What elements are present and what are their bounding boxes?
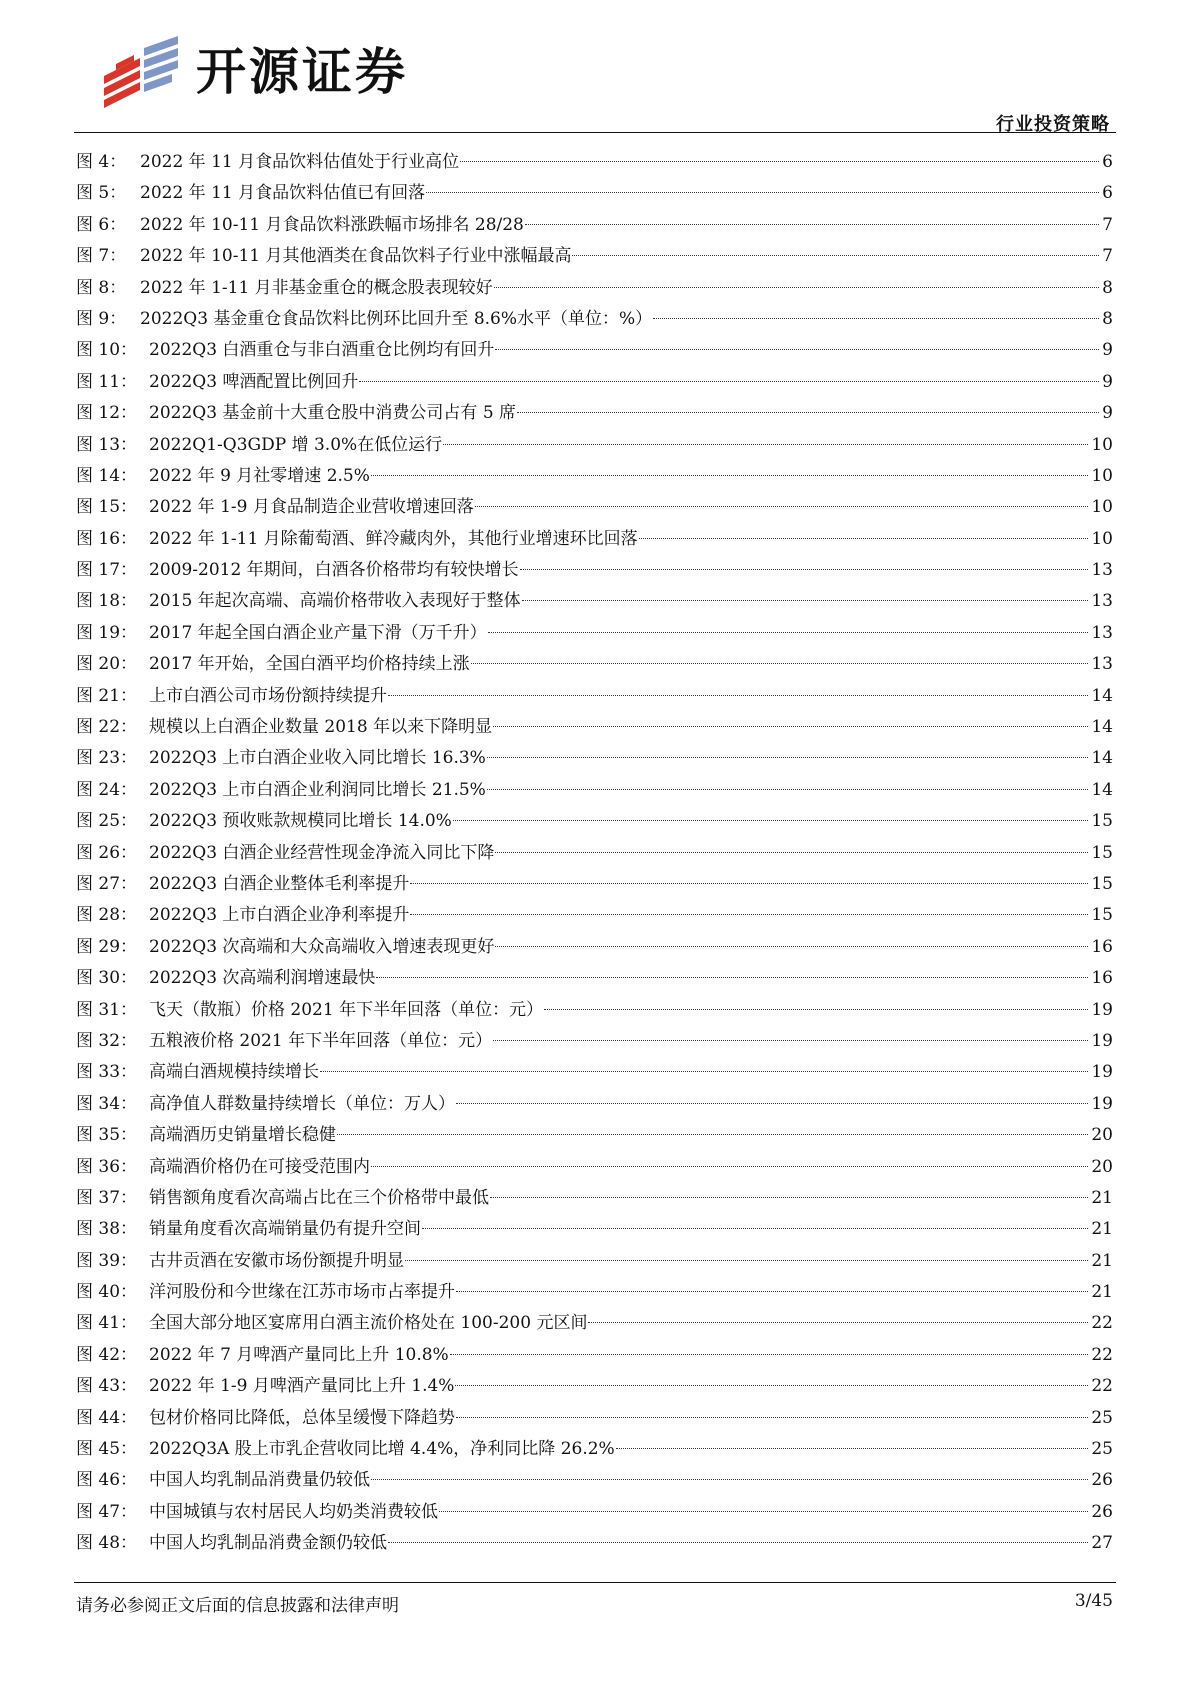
toc-entry-page[interactable]: 13 [1091,654,1113,675]
toc-dot-leader [616,1448,1089,1449]
toc-entry-label: 图 4： [76,152,127,172]
toc-entry-label: 图 24： [76,779,138,800]
toc-entry-page[interactable]: 10 [1091,497,1113,518]
toc-entry-label: 图 19： [76,622,138,643]
toc-entry-page[interactable]: 16 [1091,968,1113,989]
toc-entry-title[interactable]: 2017 年起全国白酒企业产量下滑（万千升） [149,622,487,643]
toc-dot-leader [493,726,1088,727]
toc-entry-title[interactable]: 高净值人群数量持续增长（单位：万人） [149,1093,455,1114]
toc-entry-page[interactable]: 20 [1091,1125,1113,1146]
toc-entry[interactable] [76,1089,1113,1120]
toc-dot-leader [588,1322,1088,1323]
toc-dot-leader [455,1385,1088,1386]
toc-entry-title[interactable]: 2022Q3 上市白酒企业利润同比增长 21.5% [149,779,486,800]
toc-dot-leader [495,852,1088,853]
toc-dot-leader [359,381,1099,382]
footer-divider [74,1582,1116,1583]
toc-entry-title[interactable]: 2022 年 9 月社零增速 2.5% [149,465,370,486]
toc-dot-leader [494,287,1100,288]
toc-entry[interactable] [76,1497,1113,1528]
toc-entry-page[interactable]: 14 [1091,779,1113,800]
toc-entry[interactable] [76,1434,1113,1465]
toc-entry[interactable] [76,335,1113,366]
toc-entry-label: 图 18： [76,591,138,612]
toc-entry-label: 图 42： [76,1344,138,1365]
toc-entry-label: 图 32： [76,1030,138,1051]
toc-dot-leader [517,412,1099,413]
company-logo [100,36,408,108]
toc-entry[interactable] [76,1308,1113,1339]
toc-entry-title[interactable]: 古井贡酒在安徽市场份额提升明显 [149,1250,404,1271]
toc-entry-label: 图 35： [76,1125,138,1146]
toc-entry[interactable] [76,586,1113,617]
toc-entry[interactable] [76,524,1113,555]
toc-entry-title[interactable]: 2022 年 1-11 月除葡萄酒、鲜冷藏肉外，其他行业增速环比回落 [149,528,638,549]
toc-dot-leader [337,1134,1088,1135]
toc-dot-leader [572,255,1099,256]
toc-entry[interactable] [76,210,1113,241]
toc-entry-label: 图 9： [76,308,127,329]
toc-entry[interactable] [76,555,1113,586]
toc-dot-leader [456,1417,1088,1418]
document-type: 行业投资策略 [996,114,1110,135]
toc-entry[interactable] [76,743,1113,774]
toc-entry-title[interactable]: 2022 年 10-11 月其他酒类在食品饮料子行业中涨幅最高 [140,246,572,267]
toc-entry-title[interactable]: 2022Q3A 股上市乳企营收同比增 4.4%，净利同比降 26.2% [149,1439,615,1460]
toc-entry-label: 图 31： [76,999,138,1020]
toc-entry-page[interactable]: 19 [1091,1062,1113,1083]
toc-entry-title[interactable]: 2022Q3 基金前十大重仓股中消费公司占有 5 席 [149,403,517,424]
toc-entry-title[interactable]: 全国大部分地区宴席用白酒主流价格处在 100-200 元区间 [149,1313,588,1334]
toc-entry-page[interactable]: 13 [1091,591,1113,612]
toc-entry[interactable] [76,241,1113,272]
toc-entry-page[interactable]: 25 [1091,1407,1113,1428]
toc-entry-label: 图 47： [76,1501,138,1522]
toc-entry[interactable] [76,806,1113,837]
toc-entry-title[interactable]: 2022Q3 白酒企业整体毛利率提升 [149,873,410,894]
toc-entry-title[interactable]: 2022Q3 白酒重仓与非白酒重仓比例均有回升 [149,340,495,361]
toc-dot-leader [443,444,1088,445]
toc-entry-page[interactable]: 8 [1102,277,1113,298]
header-divider [74,132,1116,133]
toc-dot-leader [371,1479,1088,1480]
toc-dot-leader [487,757,1089,758]
toc-entry-page[interactable]: 19 [1091,999,1113,1020]
page-number: 3/45 [1074,1591,1113,1611]
toc-entry-page[interactable]: 21 [1091,1219,1113,1240]
toc-entry[interactable] [76,1340,1113,1371]
toc-entry-page[interactable]: 14 [1091,717,1113,738]
toc-entry-title[interactable]: 2022Q3 次高端和大众高端收入增速表现更好 [149,936,495,957]
toc-entry-title[interactable]: 2017 年开始，全国白酒平均价格持续上涨 [149,654,470,675]
toc-entry[interactable] [76,178,1113,209]
toc-entry-label: 图 6： [76,214,127,235]
toc-entry-page[interactable]: 26 [1091,1470,1113,1491]
toc-entry-label: 图 29： [76,936,138,957]
toc-dot-leader [522,600,1089,601]
toc-entry-label: 图 17： [76,560,138,581]
toc-dot-leader [490,1197,1088,1198]
toc-entry[interactable] [76,963,1113,994]
toc-entry-label: 图 28： [76,905,138,926]
toc-dot-leader [456,1291,1088,1292]
toc-entry-title[interactable]: 规模以上白酒企业数量 2018 年以来下降明显 [149,717,493,738]
toc-entry-label: 图 34： [76,1093,138,1114]
toc-entry-label: 图 27： [76,873,138,894]
toc-entry-label: 图 23： [76,748,138,769]
toc-dot-leader [495,349,1099,350]
toc-entry-label: 图 33： [76,1062,138,1083]
toc-entry-title[interactable]: 2022Q3 白酒企业经营性现金净流入同比下降 [149,842,495,863]
toc-entry-page[interactable]: 9 [1102,403,1113,424]
toc-entry-title[interactable]: 2015 年起次高端、高端价格带收入表现好于整体 [149,591,521,612]
toc-entry-page[interactable]: 14 [1091,748,1113,769]
toc-dot-leader [487,789,1089,790]
toc-entry[interactable] [76,618,1113,649]
toc-entry-title[interactable]: 销量角度看次高端销量仍有提升空间 [149,1219,421,1240]
toc-dot-leader [639,538,1089,539]
toc-dot-leader [460,161,1099,162]
toc-entry[interactable] [76,273,1113,304]
toc-dot-leader [653,318,1099,319]
toc-entry-page[interactable]: 14 [1091,685,1113,706]
toc-entry[interactable] [76,900,1113,931]
toc-entry-title[interactable]: 中国城镇与农村居民人均奶类消费较低 [149,1501,438,1522]
toc-entry-label: 图 43： [76,1376,138,1397]
toc-entry[interactable] [76,304,1113,335]
toc-entry[interactable] [76,649,1113,680]
toc-entry[interactable] [76,1371,1113,1402]
toc-entry-title[interactable]: 2022Q1-Q3GDP 增 3.0%在低位运行 [149,434,443,455]
toc-entry-title[interactable]: 2022Q3 预收账款规模同比增长 14.0% [149,811,452,832]
toc-entry[interactable] [76,1120,1113,1151]
toc-dot-leader [371,475,1088,476]
toc-entry-page[interactable]: 8 [1102,308,1113,329]
toc-dot-leader [493,1040,1088,1041]
toc-entry-label: 图 20： [76,654,138,675]
toc-entry[interactable] [76,712,1113,743]
toc-entry-title[interactable]: 五粮液价格 2021 年下半年回落（单位：元） [149,1030,493,1051]
toc-entry-label: 图 26： [76,842,138,863]
toc-dot-leader [456,1103,1088,1104]
toc-entry-page[interactable]: 10 [1091,528,1113,549]
toc-entry[interactable] [76,430,1113,461]
toc-entry-label: 图 46： [76,1470,138,1491]
toc-entry-page[interactable]: 15 [1091,842,1113,863]
toc-dot-leader [320,1071,1088,1072]
toc-entry-page[interactable]: 19 [1091,1093,1113,1114]
toc-dot-leader [439,1511,1088,1512]
toc-entry-label: 图 5： [76,183,127,204]
company-logo-icon [100,36,180,108]
toc-entry-page[interactable]: 21 [1091,1250,1113,1271]
toc-entry-title[interactable]: 销售额角度看次高端占比在三个价格带中最低 [149,1187,489,1208]
toc-entry-label: 图 15： [76,497,138,518]
toc-entry-title[interactable]: 包材价格同比降低，总体呈缓慢下降趋势 [149,1407,455,1428]
toc-entry[interactable] [76,1465,1113,1496]
toc-entry-title[interactable]: 洋河股份和今世缘在江苏市场市占率提升 [149,1282,455,1303]
toc-entry[interactable] [76,1403,1113,1434]
toc-entry[interactable] [76,398,1113,429]
toc-entry-title[interactable]: 2022 年 1-9 月啤酒产量同比上升 1.4% [149,1376,455,1397]
toc-entry-label: 图 30： [76,968,138,989]
toc-entry-page[interactable]: 6 [1102,183,1113,204]
toc-entry-title[interactable]: 2022 年 11 月食品饮料估值处于行业高位 [140,152,460,172]
toc-entry-page[interactable]: 7 [1102,214,1113,235]
toc-entry[interactable] [76,1183,1113,1214]
toc-dot-leader [422,1228,1088,1229]
toc-entry[interactable] [76,1277,1113,1308]
toc-entry[interactable] [76,869,1113,900]
toc-dot-leader [488,632,1089,633]
toc-entry-page[interactable]: 13 [1091,622,1113,643]
toc-entry-page[interactable]: 10 [1091,434,1113,455]
toc-entry-title[interactable]: 高端酒历史销量增长稳健 [149,1125,336,1146]
toc-dot-leader [376,977,1088,978]
toc-entry-label: 图 10： [76,340,138,361]
toc-dot-leader [410,883,1088,884]
toc-dot-leader [471,663,1089,664]
toc-entry-label: 图 8： [76,277,127,298]
toc-entry-title[interactable]: 2022Q3 上市白酒企业净利率提升 [149,905,410,926]
toc-entry-label: 图 25： [76,811,138,832]
toc-entry-page[interactable]: 9 [1102,371,1113,392]
toc-entry-label: 图 21： [76,685,138,706]
toc-entry-page[interactable]: 6 [1102,152,1113,172]
toc-entry[interactable] [76,1026,1113,1057]
toc-entry-page[interactable]: 9 [1102,340,1113,361]
toc-entry-page[interactable]: 15 [1091,873,1113,894]
toc-entry-label: 图 11： [76,371,138,392]
toc-entry-page[interactable]: 27 [1091,1533,1113,1554]
toc-entry-label: 图 16： [76,528,138,549]
toc-entry[interactable] [76,1057,1113,1088]
toc-entry[interactable] [76,681,1113,712]
toc-dot-leader [544,1009,1088,1010]
toc-entry-page[interactable]: 19 [1091,1030,1113,1051]
toc-entry-page[interactable]: 10 [1091,465,1113,486]
toc-entry-label: 图 13： [76,434,138,455]
toc-dot-leader [520,569,1089,570]
toc-entry-label: 图 22： [76,717,138,738]
toc-dot-leader [495,946,1088,947]
toc-entry-label: 图 38： [76,1219,138,1240]
toc-dot-leader [453,820,1089,821]
toc-entry-label: 图 41： [76,1313,138,1334]
footer-disclaimer: 请务必参阅正文后面的信息披露和法律声明 [76,1596,399,1616]
toc-entry-title[interactable]: 中国人均乳制品消费金额仍较低 [149,1533,387,1554]
toc-entry-title[interactable]: 2022Q3 上市白酒企业收入同比增长 16.3% [149,748,486,769]
toc-entry[interactable] [76,461,1113,492]
toc-dot-leader [371,1166,1088,1167]
toc-entry-title[interactable]: 2022Q3 次高端利润增速最快 [149,968,376,989]
toc-entry-title[interactable]: 2009-2012 年期间，白酒各价格带均有较快增长 [149,560,519,581]
toc-entry-title[interactable]: 高端酒价格仍在可接受范围内 [149,1156,370,1177]
toc-entry-page[interactable]: 21 [1091,1187,1113,1208]
toc-dot-leader [410,914,1088,915]
toc-dot-leader [405,1260,1088,1261]
toc-entry-title[interactable]: 飞天（散瓶）价格 2021 年下半年回落（单位：元） [149,999,544,1020]
toc-entry-page[interactable]: 22 [1091,1313,1113,1334]
toc-entry-title[interactable]: 2022 年 11 月食品饮料估值已有回落 [140,183,426,204]
toc-entry-label: 图 14： [76,465,138,486]
toc-entry[interactable] [76,838,1113,869]
toc-entry-label: 图 12： [76,403,138,424]
toc-entry-label: 图 45： [76,1439,138,1460]
toc-entry-page[interactable]: 15 [1091,811,1113,832]
toc-entry-page[interactable]: 15 [1091,905,1113,926]
toc-entry[interactable] [76,367,1113,398]
toc-entry-title[interactable]: 中国人均乳制品消费量仍较低 [149,1470,370,1491]
toc-entry-page[interactable]: 22 [1091,1344,1113,1365]
company-name: 开源证券 [196,43,408,101]
toc-entry-page[interactable]: 20 [1091,1156,1113,1177]
toc-dot-leader [525,224,1099,225]
toc-entry-page[interactable]: 22 [1091,1376,1113,1397]
toc-dot-leader [475,506,1089,507]
toc-dot-leader [450,1354,1089,1355]
toc-entry-title[interactable]: 2022Q3 啤酒配置比例回升 [149,371,359,392]
toc-entry-title[interactable]: 2022Q3 基金重仓食品饮料比例环比回升至 8.6%水平（单位：%） [140,308,653,329]
toc-entry-label: 图 39： [76,1250,138,1271]
toc-entry-title[interactable]: 2022 年 1-11 月非基金重仓的概念股表现较好 [140,277,493,298]
toc-entry[interactable] [76,1152,1113,1183]
toc-entry[interactable] [76,932,1113,963]
toc-entry-page[interactable]: 7 [1102,246,1113,267]
toc-entry-title[interactable]: 2022 年 10-11 月食品饮料涨跌幅市场排名 28/28 [140,214,524,235]
toc-entry-title[interactable]: 高端白酒规模持续增长 [149,1062,319,1083]
toc-entry-title[interactable]: 2022 年 1-9 月食品制造企业营收增速回落 [149,497,474,518]
toc-entry[interactable] [76,1214,1113,1245]
toc-entry-label: 图 44： [76,1407,138,1428]
toc-entry-page[interactable]: 26 [1091,1501,1113,1522]
toc-entry-label: 图 37： [76,1187,138,1208]
toc-entry-label: 图 48： [76,1533,138,1554]
toc-entry-page[interactable]: 21 [1091,1282,1113,1303]
toc-entry-page[interactable]: 16 [1091,936,1113,957]
toc-entry-label: 图 36： [76,1156,138,1177]
toc-dot-leader [388,695,1088,696]
toc-entry-label: 图 7： [76,246,127,267]
toc-entry-page[interactable]: 13 [1091,560,1113,581]
toc-entry[interactable] [76,492,1113,523]
toc-entry[interactable] [76,775,1113,806]
toc-entry-label: 图 40： [76,1282,138,1303]
toc-entry-page[interactable]: 25 [1091,1439,1113,1460]
toc-entry[interactable] [76,995,1113,1026]
toc-dot-leader [388,1542,1088,1543]
figure-list [76,147,1113,1560]
toc-dot-leader [426,192,1099,193]
toc-entry[interactable] [76,1246,1113,1277]
toc-entry-title[interactable]: 上市白酒公司市场份额持续提升 [149,685,387,706]
toc-entry[interactable] [76,1528,1113,1559]
toc-entry-title[interactable]: 2022 年 7 月啤酒产量同比上升 10.8% [149,1344,449,1365]
toc-entry[interactable] [76,147,1113,178]
